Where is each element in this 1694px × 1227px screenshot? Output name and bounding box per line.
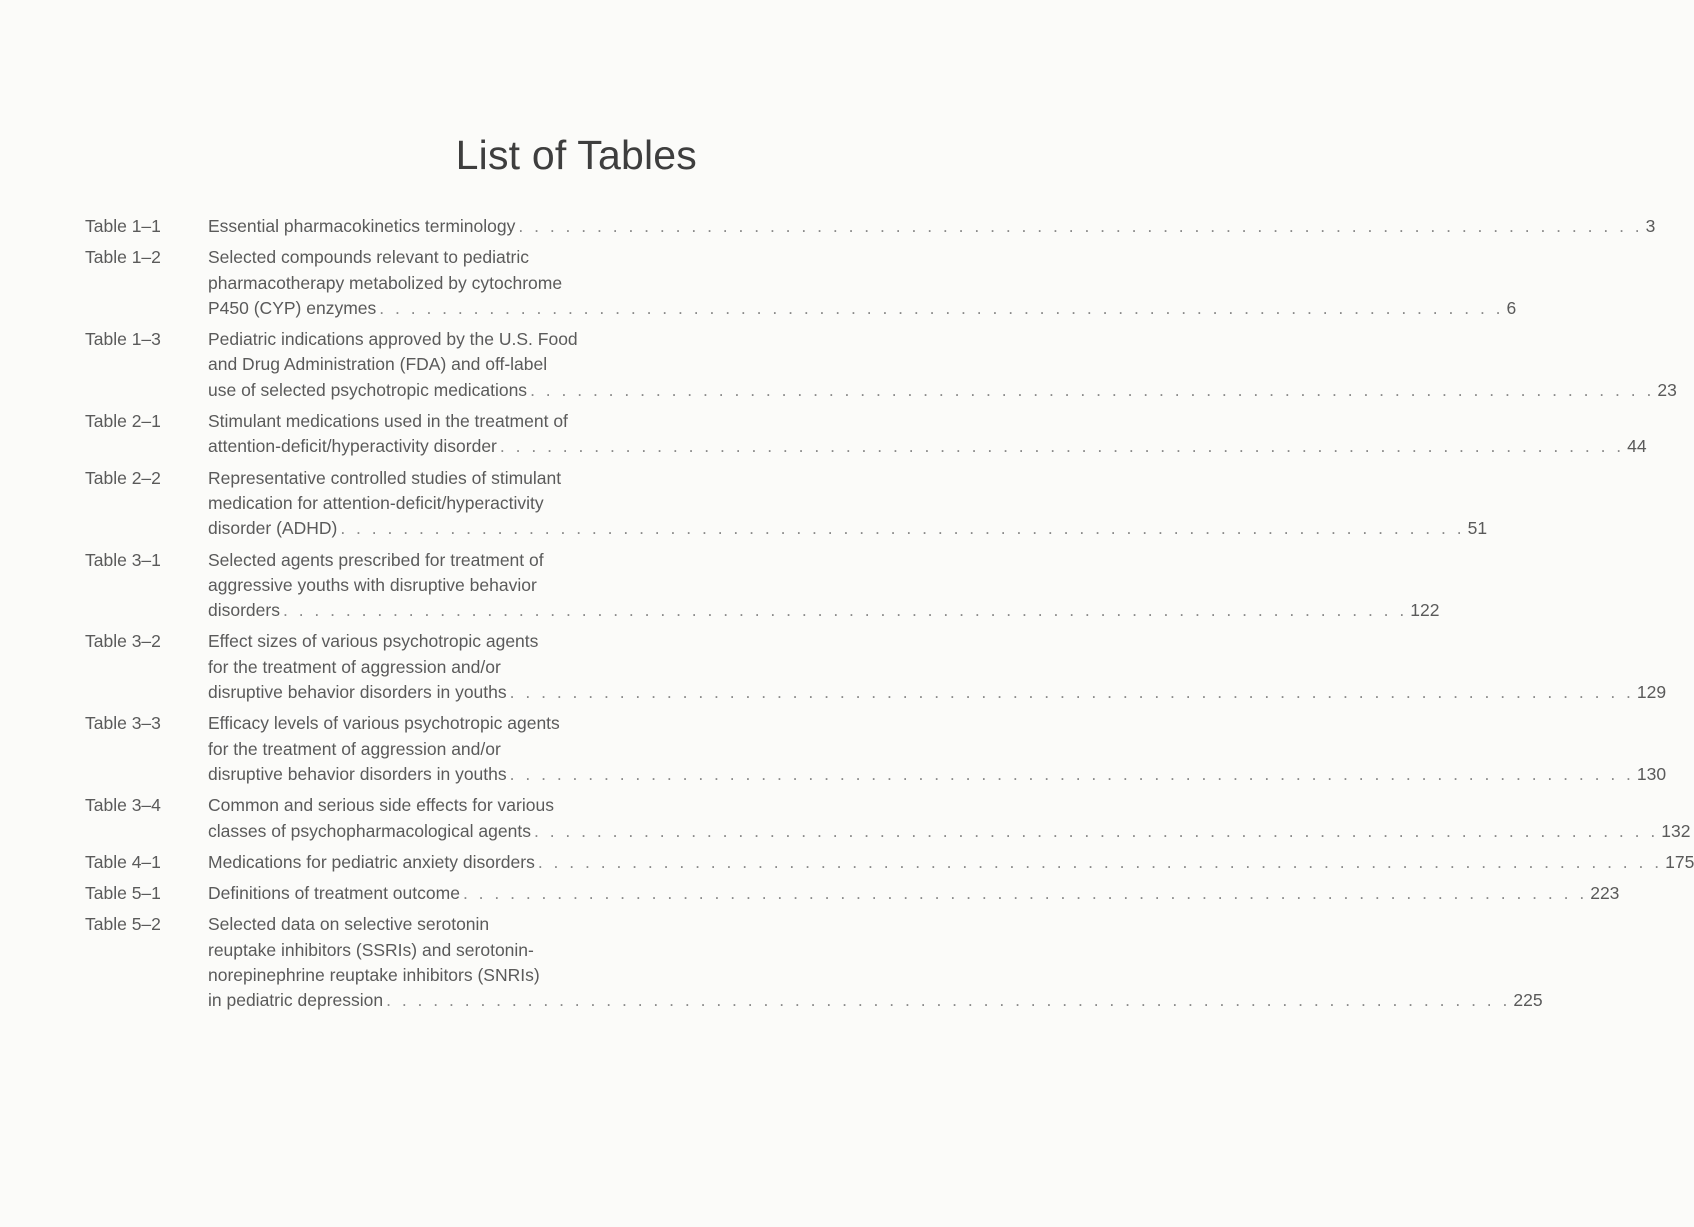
page-number: 129: [1636, 682, 1667, 703]
dot-leader: [386, 988, 1510, 1013]
dot-leader: [340, 516, 1464, 541]
dot-leader: [463, 881, 1587, 906]
table-caption: [208, 912, 1543, 1013]
page-number: 225: [1513, 990, 1543, 1011]
table-caption: [208, 327, 1677, 403]
table-number: Table 3–3: [85, 713, 161, 734]
caption-line: norepinephrine reuptake inhibitors (SNRIs): [208, 965, 540, 986]
page-number: 3: [1645, 216, 1656, 236]
toc-entry: [85, 793, 1691, 844]
dot-leader: [538, 850, 1662, 875]
dot-leader: [283, 598, 1407, 623]
caption-line: disruptive behavior disorders in youths: [208, 763, 507, 784]
page-number: 130: [1636, 763, 1667, 784]
caption-line: disruptive behavior disorders in youths: [208, 682, 507, 703]
page-number: 175: [1665, 851, 1694, 872]
caption-last-line: [208, 296, 1516, 321]
caption-line: Definitions of treatment outcome: [208, 883, 460, 904]
caption-line: Essential pharmacokinetics terminology: [208, 216, 516, 236]
caption-line: Medications for pediatric anxiety disorders: [208, 851, 535, 872]
table-number: Table 4–1: [85, 851, 161, 872]
table-number: Table 2–2: [85, 467, 161, 488]
table-caption: [208, 711, 1666, 787]
caption-last-line: [208, 819, 1690, 844]
table-caption: [208, 793, 1690, 844]
caption-line: for the treatment of aggression and/or: [208, 738, 501, 759]
page-number: 6: [1506, 297, 1517, 318]
caption-last-line: [208, 516, 1487, 541]
caption-last-line: [208, 988, 1543, 1013]
dot-leader: [510, 762, 1634, 787]
dot-leader: [530, 378, 1654, 403]
caption-line: for the treatment of aggression and/or: [208, 656, 501, 677]
caption-line: P450 (CYP) enzymes: [208, 297, 377, 318]
dot-leader: [534, 819, 1658, 844]
toc-entry: [85, 214, 1656, 239]
caption-line: Pediatric indications approved by the U.S. Food: [208, 329, 578, 350]
caption-last-line: [208, 434, 1647, 459]
caption-line: Selected data on selective serotonin: [208, 914, 490, 935]
caption-line: Stimulant medications used in the treatment of: [208, 411, 568, 432]
toc-entry: [85, 881, 1620, 906]
caption-line: disorder (ADHD): [208, 518, 338, 539]
caption-last-line: [208, 850, 1694, 875]
table-number: Table 2–1: [85, 411, 161, 432]
toc-entry: [85, 409, 1647, 460]
caption-line: Selected compounds relevant to pediatric: [208, 247, 530, 268]
table-number: Table 3–4: [85, 795, 161, 816]
page-number: 223: [1590, 883, 1620, 904]
caption-line: Efficacy levels of various psychotropic agents: [208, 713, 560, 734]
page-number: 122: [1410, 600, 1440, 621]
dot-leader: [500, 434, 1624, 459]
caption-last-line: [208, 680, 1666, 705]
table-caption: [208, 245, 1516, 321]
toc-entry: [85, 245, 1517, 321]
toc-entry: [85, 711, 1667, 787]
caption-line: classes of psychopharmacological agents: [208, 820, 531, 841]
dot-leader: [379, 296, 1503, 321]
table-number: Table 3–1: [85, 549, 161, 570]
table-caption: [208, 466, 1487, 542]
toc-entry: [85, 912, 1543, 1013]
toc-entry: [85, 327, 1677, 403]
caption-line: Effect sizes of various psychotropic agents: [208, 631, 539, 652]
table-number: Table 5–2: [85, 914, 161, 935]
toc-entry: [85, 548, 1440, 624]
caption-last-line: [208, 598, 1439, 623]
table-caption: [208, 629, 1666, 705]
toc-entry: [85, 629, 1667, 705]
table-number: Table 1–1: [85, 216, 161, 236]
page-number: 44: [1627, 436, 1647, 457]
table-number: Table 1–2: [85, 247, 161, 268]
page-number: 51: [1467, 518, 1488, 539]
caption-line: medication for attention-deficit/hyperactivity: [208, 492, 544, 513]
dot-leader: [518, 214, 1642, 239]
caption-line: Representative controlled studies of stimulant: [208, 467, 562, 488]
toc-entry: [85, 466, 1488, 542]
page-title: List of Tables: [455, 132, 697, 178]
caption-line: aggressive youths with disruptive behavior: [208, 574, 537, 595]
table-caption: [208, 850, 1694, 875]
toc-entry: [85, 850, 1694, 875]
caption-line: pharmacotherapy metabolized by cytochrome: [208, 272, 563, 293]
caption-line: Common and serious side effects for various: [208, 795, 554, 816]
table-number: Table 1–3: [85, 329, 161, 350]
table-caption: [208, 881, 1619, 906]
caption-line: Selected agents prescribed for treatment of: [208, 549, 544, 570]
page-number: 23: [1657, 379, 1677, 400]
list-of-tables: [85, 214, 1694, 1020]
caption-line: use of selected psychotropic medications: [208, 379, 528, 400]
table-number: Table 5–1: [85, 883, 161, 904]
table-number: Table 3–2: [85, 631, 161, 652]
caption-last-line: [208, 378, 1677, 403]
caption-last-line: [208, 762, 1666, 787]
table-caption: [208, 409, 1647, 460]
caption-line: disorders: [208, 600, 280, 621]
caption-line: and Drug Administration (FDA) and off-label: [208, 354, 548, 375]
page-number: 132: [1661, 820, 1691, 841]
caption-line: in pediatric depression: [208, 990, 384, 1011]
caption-line: attention-deficit/hyperactivity disorder: [208, 436, 497, 457]
table-caption: [208, 214, 1655, 239]
caption-last-line: [208, 881, 1619, 906]
table-caption: [208, 548, 1439, 624]
caption-last-line: [208, 214, 1655, 239]
dot-leader: [510, 680, 1634, 705]
caption-line: reuptake inhibitors (SSRIs) and serotonin-: [208, 939, 534, 960]
